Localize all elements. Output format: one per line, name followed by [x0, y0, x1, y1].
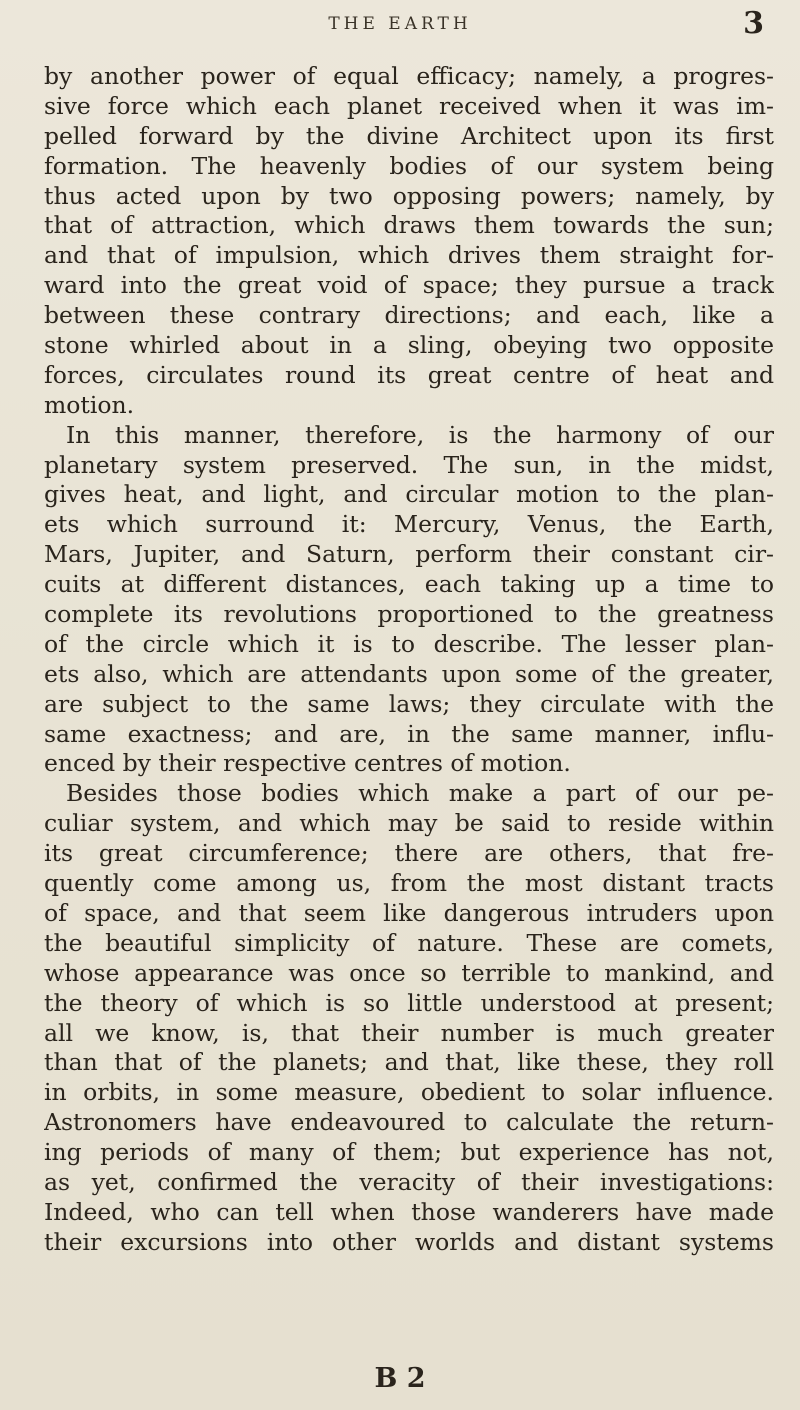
text-line: enced by their respective centres of motion.	[44, 749, 571, 778]
text-line: formation. The heavenly bodies of our system being	[44, 151, 774, 180]
text-line: In this manner, therefore, is the harmony of our	[66, 420, 774, 449]
text-line: the beautiful simplicity of nature. These are comets,	[44, 928, 774, 957]
text-line: pelled forward by the divine Architect upon its first	[44, 121, 774, 150]
text-line: gives heat, and light, and circular motion to the plan-	[44, 480, 774, 509]
text-line: ward into the great void of space; they pursue a track	[44, 271, 774, 300]
text-line: Besides those bodies which make a part of our pe-	[66, 779, 774, 808]
running-head: THE EARTH	[328, 14, 472, 34]
text-line: than that of the planets; and that, like these, they roll	[44, 1048, 774, 1077]
text-line: ets also, which are attendants upon some of the greater,	[44, 659, 774, 688]
text-line: motion.	[44, 390, 135, 419]
text-line: of the circle which it is to describe. The lesser plan-	[44, 629, 774, 658]
text-line: ing periods of many of them; but experience has not,	[44, 1138, 774, 1167]
text-line: cuits at different distances, each taking up a time to	[44, 570, 774, 599]
text-line: its great circumference; there are others, that fre-	[44, 839, 774, 868]
text-line: of space, and that seem like dangerous intruders upon	[44, 898, 774, 927]
text-line: whose appearance was once so terrible to mankind, and	[44, 958, 774, 987]
text-line: quently come among us, from the most distant tracts	[44, 869, 774, 898]
text-line: forces, circulates round its great centre of heat and	[44, 360, 774, 389]
text-line: as yet, confirmed the veracity of their investigations:	[44, 1167, 774, 1196]
text-line: by another power of equal efficacy; namely, a progres-	[44, 62, 774, 90]
text-line: stone whirled about in a sling, obeying two opposite	[44, 331, 774, 360]
text-line: same exactness; and are, in the same manner, influ-	[44, 719, 774, 748]
text-line: thus acted upon by two opposing powers; namely, by	[44, 181, 774, 210]
body-text	[44, 62, 774, 1258]
text-line: complete its revolutions proportioned to the greatness	[44, 600, 774, 629]
text-line: ets which surround it: Mercury, Venus, the Earth,	[44, 510, 774, 539]
text-line: Indeed, who can tell when those wanderers have made	[44, 1197, 774, 1226]
text-line: in orbits, in some measure, obedient to solar influence.	[44, 1078, 774, 1107]
text-line: culiar system, and which may be said to reside within	[44, 809, 774, 838]
text-line: sive force which each planet received when it was im-	[44, 91, 774, 120]
text-line: the theory of which is so little understood at present;	[44, 988, 774, 1017]
text-line: all we know, is, that their number is much greater	[44, 1018, 774, 1047]
text-line: Astronomers have endeavoured to calculate the return-	[44, 1108, 774, 1137]
signature-mark: B 2	[374, 1363, 426, 1394]
text-line: planetary system preserved. The sun, in the midst,	[44, 450, 774, 479]
page-number: 3	[743, 6, 764, 41]
text-line: are subject to the same laws; they circulate with the	[44, 689, 774, 718]
text-line: Mars, Jupiter, and Saturn, perform their constant cir-	[44, 540, 774, 569]
text-line: that of attraction, which draws them towards the sun;	[44, 211, 774, 240]
text-line: and that of impulsion, which drives them straight for-	[44, 241, 774, 270]
text-line: their excursions into other worlds and distant systems	[44, 1227, 774, 1256]
text-line: between these contrary directions; and each, like a	[44, 301, 774, 330]
